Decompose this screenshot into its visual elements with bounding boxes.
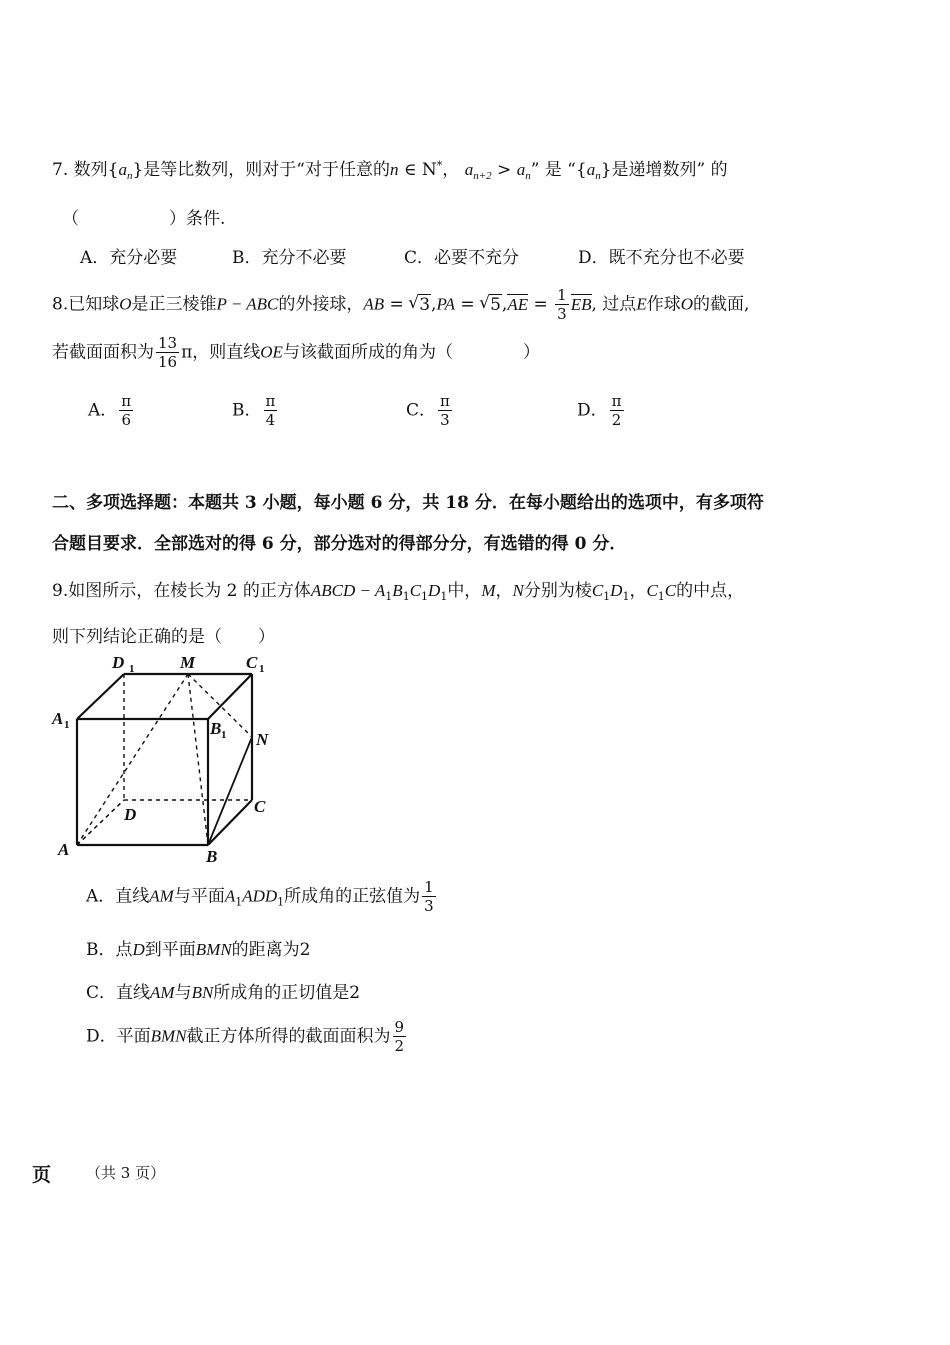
q8-area-den: 16 <box>158 353 178 371</box>
q9-option-b <box>86 935 311 960</box>
q9-sub: 1 <box>622 590 630 603</box>
q8-text: 已知球 <box>68 294 120 315</box>
q7-brace: } <box>600 160 612 180</box>
q8-option-den: 4 <box>265 411 276 429</box>
q8-frac-num: 1 <box>557 286 567 304</box>
q8-option-fraction <box>438 394 452 428</box>
q8-option-fraction <box>264 394 278 428</box>
q7-a: a <box>118 160 127 179</box>
q9-value: 2 <box>349 983 361 1003</box>
q9-am: AM <box>150 983 175 1002</box>
q9-text: 所成角的正弦值为 <box>284 886 421 907</box>
q9-cube-d1: D <box>428 581 441 600</box>
q9-sub: 1 <box>657 590 665 603</box>
q9-text: 则下列结论正确的是（ <box>52 627 222 647</box>
q8-text: ） <box>522 342 540 363</box>
q8-radicand: 5 <box>490 294 501 315</box>
q8-option-label: C． <box>406 400 437 421</box>
q8-vector-ae: AE <box>507 294 529 314</box>
q7-option-b: B．充分不必要 <box>232 248 347 268</box>
q7-paren-open: （ <box>62 209 79 229</box>
q7-text: 数列 <box>73 160 108 180</box>
q8-option-d <box>577 394 626 428</box>
q9-sub: 1 <box>385 590 393 603</box>
q8-sqrt3 <box>409 295 431 315</box>
q9-cube-b1: B <box>392 581 403 600</box>
q9-option-c <box>86 978 360 1003</box>
q8-option-label: D． <box>577 400 608 421</box>
q9-text: 中， <box>447 581 482 601</box>
q8-option-b <box>232 394 279 428</box>
q8-option-den: 3 <box>440 411 450 429</box>
q7-comma: ， <box>442 160 460 180</box>
q9-option-label: B． <box>86 940 116 960</box>
q9-text: 点 <box>115 940 133 960</box>
q9-text: 直线 <box>115 886 150 907</box>
q7-sub: n <box>126 170 133 182</box>
q7-n: n <box>390 160 399 179</box>
q9-sub: 1 <box>402 590 410 603</box>
q9-bmn: BMN <box>195 940 232 959</box>
q9-cube-c1: C <box>409 581 422 600</box>
q9-text: 所成角的正切值是 <box>213 983 350 1003</box>
label-c1-sub: 1 <box>259 663 265 675</box>
q7-option-a: A．充分必要 <box>80 248 178 268</box>
q7-paren-close: ）条件. <box>169 209 226 229</box>
q8-option-den: 2 <box>611 411 622 429</box>
q8-oe: OE <box>260 342 283 362</box>
q8-stem-line1 <box>52 288 749 322</box>
q8-text: 的截面, <box>692 294 750 315</box>
q8-frac-den: 3 <box>557 305 567 323</box>
q9-text: 截正方体所得的截面面积为 <box>186 1026 391 1047</box>
label-d1: D <box>112 653 125 672</box>
q9-text: 平面 <box>116 1026 151 1047</box>
q8-fraction <box>555 288 569 322</box>
segment-bn <box>208 737 252 845</box>
q9-am: AM <box>149 886 174 906</box>
q8-option-label: B． <box>232 400 262 421</box>
label-a: A <box>58 840 70 859</box>
q9-number: 9. <box>52 581 69 601</box>
q9-sub: 1 <box>603 590 611 603</box>
q8-text: 若截面面积为 <box>52 342 154 363</box>
q8-text: , 过点 <box>591 294 637 315</box>
q9-plane: A <box>224 886 236 906</box>
q9-text: 与 <box>174 983 192 1003</box>
q7-option-c: C．必要不充分 <box>404 248 520 268</box>
q7-text: ” 是 “ <box>530 160 576 180</box>
q9-frac-den: 2 <box>394 1037 405 1055</box>
q9-n: N <box>512 581 524 600</box>
q9-frac-num: 9 <box>394 1018 405 1036</box>
q8-area-num: 13 <box>158 334 178 352</box>
edge-a1d1 <box>77 674 124 719</box>
label-m: M <box>180 653 196 672</box>
q8-ab: AB <box>363 294 385 314</box>
section2-header-line2: 合题目要求．全部选对的得 6 分，部分选对的得部分分，有选错的得 0 分． <box>52 534 627 554</box>
q9-optD-fraction <box>393 1020 407 1054</box>
q8-vector-eb: EB <box>570 294 592 314</box>
q7-text: 是等比数列，则对于“对于任意的 <box>143 160 390 180</box>
q7-sub: n+2 <box>473 170 492 182</box>
q9-text: 如图所示，在棱长为 2 的正方体 <box>68 581 311 601</box>
q8-o: O <box>680 294 693 314</box>
q9-optA-fraction <box>422 880 436 914</box>
q8-eq: = <box>455 294 481 315</box>
q9-edge-c: C <box>664 581 677 600</box>
q9-text: ） <box>258 627 275 647</box>
q7-a: a <box>586 160 596 179</box>
q7-number: 7. <box>52 160 69 180</box>
label-b1: B <box>210 719 222 738</box>
q9-frac-den: 3 <box>424 897 434 915</box>
q8-pi: π <box>181 342 193 363</box>
q8-pa: PA <box>436 294 456 314</box>
q7-a: a <box>464 160 474 179</box>
q9-cube: ABCD − A <box>310 581 386 600</box>
q7-brace: } <box>132 160 144 180</box>
q7-brace: { <box>107 160 119 180</box>
q9-bn: BN <box>191 983 214 1002</box>
label-a1: A <box>52 709 64 728</box>
q9-sub: 1 <box>277 895 285 909</box>
footer-total-pages: （共 3 页） <box>86 1164 166 1182</box>
q9-option-a <box>86 880 438 914</box>
q7-stem-line2 <box>62 204 225 229</box>
label-d1-sub: 1 <box>129 663 135 675</box>
q9-sub: 1 <box>440 590 448 603</box>
q8-text: 与该截面所成的角为（ <box>282 342 453 363</box>
q8-comma: , <box>431 294 437 315</box>
q7-sub: n <box>525 170 531 182</box>
q8-text: 的外接球， <box>278 294 364 315</box>
q9-sub: 1 <box>421 590 429 603</box>
q8-number: 8. <box>52 294 69 315</box>
q9-stem-line2 <box>52 622 275 647</box>
q9-text: 的中点， <box>676 581 745 601</box>
q9-m: M <box>481 581 496 600</box>
q9-text: 的距离为 <box>231 940 300 960</box>
q8-comma: , <box>501 294 508 315</box>
cube-figure <box>40 652 300 862</box>
label-c: C <box>254 797 266 816</box>
q9-bmn: BMN <box>150 1026 187 1046</box>
q8-option-label: A． <box>88 400 118 421</box>
q7-text: 是递增数列” 的 <box>611 160 728 180</box>
q9-edge-c1b: C <box>646 581 658 600</box>
q9-sep: ， <box>629 581 647 601</box>
q9-plane-add: ADD <box>242 886 278 906</box>
q8-radicand: 3 <box>419 294 431 315</box>
edge-b1c1 <box>208 674 252 719</box>
q8-option-num: π <box>440 392 450 410</box>
label-a1-sub: 1 <box>64 719 70 731</box>
label-n: N <box>256 730 269 749</box>
label-d: D <box>124 805 137 824</box>
segment-ad-dash <box>77 800 124 845</box>
q9-option-label: D． <box>86 1026 117 1047</box>
q7-stem-line1 <box>52 155 728 182</box>
q8-eq: = <box>384 294 410 315</box>
section2-header-line1: 二、多项选择题：本题共 3 小题，每小题 6 分，共 18 分．在每小题给出的选项中，有多项符 <box>52 493 764 513</box>
label-b1-sub: 1 <box>221 729 227 741</box>
q9-text: 与平面 <box>173 886 225 907</box>
q9-option-label: C． <box>86 983 117 1003</box>
q7-star: * <box>436 159 443 172</box>
segment-mb <box>188 674 208 845</box>
q7-option-d: D．既不充分也不必要 <box>578 248 745 268</box>
q8-sqrt5 <box>480 295 502 315</box>
label-c1: C <box>246 653 258 672</box>
label-b: B <box>206 847 218 862</box>
q8-text: 是正三棱锥 <box>131 294 217 315</box>
q9-stem-line1 <box>52 576 744 603</box>
q9-sub: 1 <box>235 895 243 909</box>
q8-option-num: π <box>611 392 622 410</box>
q9-text: 直线 <box>116 983 151 1003</box>
q8-e: E <box>636 294 647 314</box>
q8-stem-line2 <box>52 336 540 370</box>
footer-page-char: 页 <box>32 1164 52 1186</box>
q7-in-n: ∈ N <box>403 160 437 180</box>
q7-sub: n <box>595 170 601 182</box>
q9-frac-num: 1 <box>424 878 434 896</box>
q8-text: 作球 <box>646 294 681 315</box>
q8-option-num: π <box>265 392 276 410</box>
q9-option-d <box>86 1020 408 1054</box>
q9-text: 到平面 <box>144 940 196 960</box>
q8-option-fraction <box>119 394 133 428</box>
q9-text: 分别为棱 <box>523 581 592 601</box>
q9-option-label: A． <box>86 886 116 907</box>
q9-value: 2 <box>299 940 311 960</box>
q9-edge-c1: C <box>591 581 604 600</box>
q8-pyramid: P − ABC <box>216 294 279 314</box>
q9-edge-d1: D <box>610 581 623 600</box>
q9-d: D <box>132 940 145 959</box>
q8-eq: = <box>528 294 554 315</box>
q9-sep: ， <box>495 581 513 601</box>
q8-option-a <box>88 394 135 428</box>
q8-area-fraction <box>156 336 179 370</box>
q8-o: O <box>119 294 132 314</box>
edge-bc <box>208 800 252 845</box>
q7-a: a <box>516 160 526 179</box>
q8-text: ，则直线 <box>192 342 261 363</box>
q7-brace: { <box>575 160 587 180</box>
q8-option-den: 6 <box>121 411 131 429</box>
q7-gt: > <box>491 160 517 180</box>
q8-option-fraction <box>610 394 624 428</box>
q8-option-num: π <box>121 392 132 410</box>
q8-option-c <box>406 394 454 428</box>
